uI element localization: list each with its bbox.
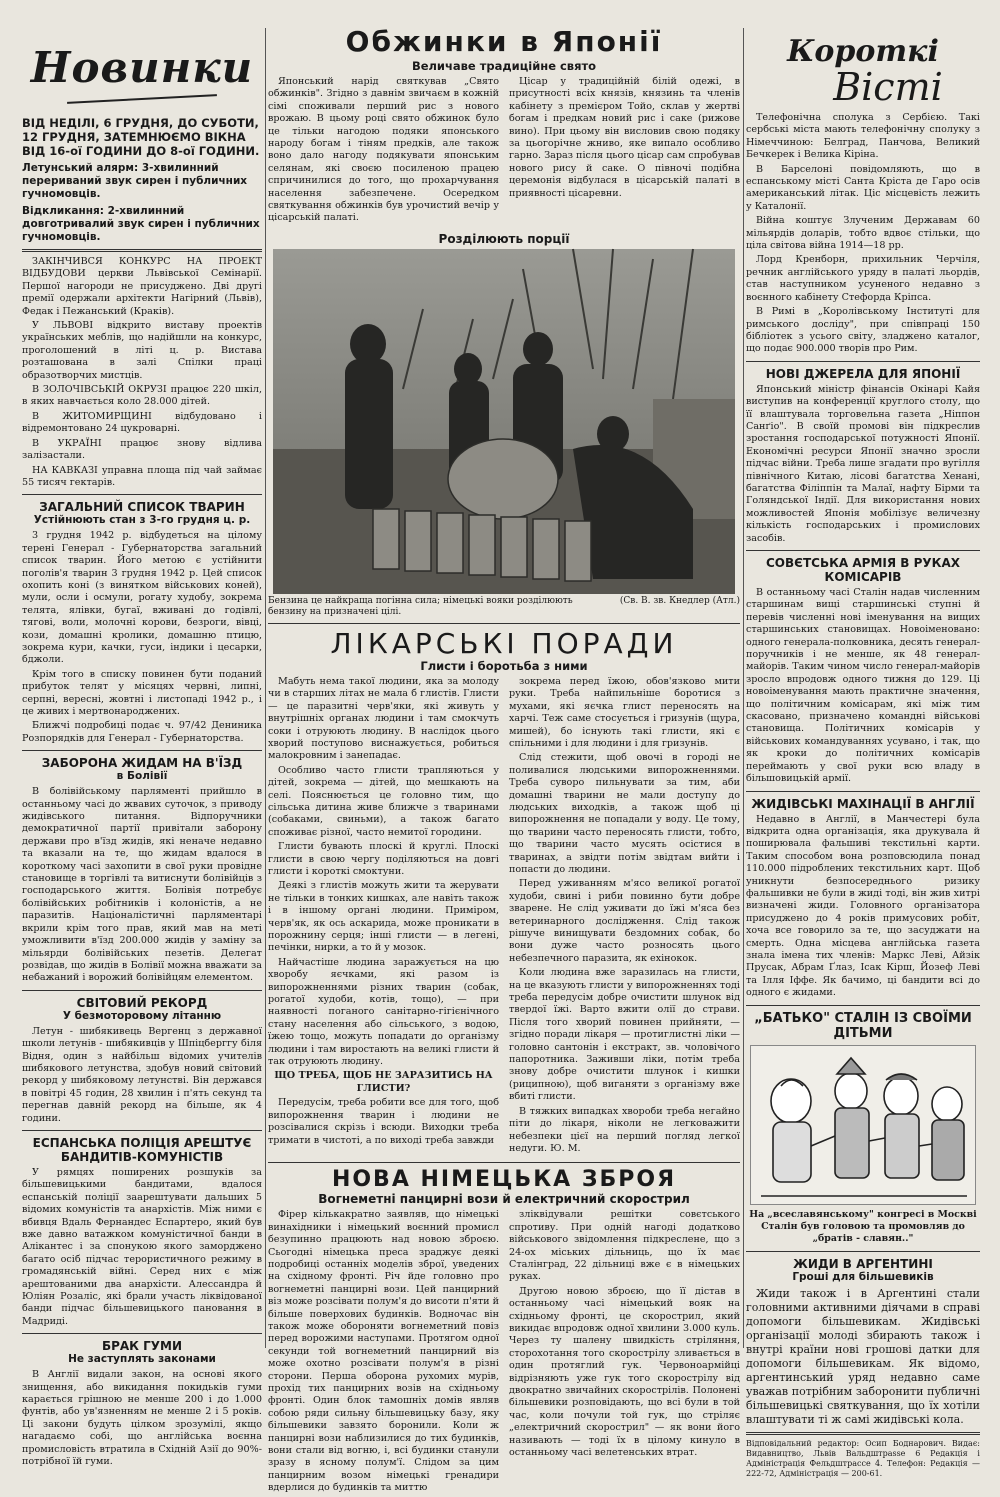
photo-caption (268, 596, 740, 618)
article-headline: ЖИДІВСЬКІ МАХІНАЦІЇ В АНГЛІЇ (751, 796, 975, 811)
section-rule (746, 791, 980, 792)
news-item: В УКРАЇНІ працює знову відлива залізастали. (22, 437, 262, 462)
masthead-swash (67, 94, 217, 104)
masthead-line-2: Вісті (833, 65, 943, 109)
news-item: НА КАВКАЗІ управна площа під чай займає 55 тисяч гектарів. (22, 464, 262, 488)
article-paragraph: зокрема перед їжою, обов'язково мити руки. Треба найпильніше боротися з мухами, які яєчка глист переносять на харчі. Теж саме стосується і гризунів (щура, мишей), бо існують такі глисти, які є спільними і для людини і для гризунів. (509, 675, 740, 749)
masthead-korotki-visti (746, 20, 980, 112)
feature-title: Обжинки в Японії (345, 25, 663, 58)
article-paragraph: Фірер кількакратно заявляв, що німецькі винахідники і німецький воєнний промисл безупинно працюють над новою зброєю. Сьогодні німецька преса зраджує деякі подробиці останніх моделів зброї, уведених на східному фронті. Річ йде головно про вогнеметні панцирні вози. Цей панцирний віз може розсівати полум'я до висоти п'яти й більше поверхових будинків. Водночас він також може обороняти вогнеметний повіз перед ворожими наступами. Протягом одної секунди той вогнеметний панцирний віз може охотно розсівати полум'я в різні сторони. Перша оборона рухомих мурів, прохід тих панцирних возів на східньому фронті. Один блок тамошніх домів являв собою ряди сильну більшевицьку базу, яку більшевики завзято боронили. Коли ж панцирні вози наблизилися до тих будинків, вони стали від вогню, і, всі будинки станули зразу в ясному полум'ї. Слідом за цим панцирним возом німецькі гренадири вдерлися до будинків та миттю (268, 1209, 499, 1494)
announce-line: ВІД НЕДІЛІ, 6 ГРУДНЯ, ДО СУБОТИ, 12 ГРУДНЯ, ЗАТЕМНЮЄМО ВІКНА ВІД 16-ої ГОДИНИ ДО 8-ої ГОДИНИ. (22, 116, 260, 158)
announce-line: Відкликання: 2-хвилинний довготривалий звук сирен і публичних гучномовців. (22, 205, 260, 243)
medical-body (268, 676, 740, 1157)
article-headline: ЕСПАНСЬКА ПОЛІЦІЯ АРЕШТУЄ БАНДИТІВ-КОМУНІСТІВ (32, 1135, 252, 1164)
masthead-text: Новинки (30, 43, 254, 92)
section-rule (746, 1005, 980, 1006)
article-paragraph: 3 грудня 1942 р. відбудеться на цілому терені Генерал - Губернаторства загальний список тварин. Його метою є устійнити поголів'я тварин 3 грудня 1942 р. Цей список охопить коні (з винятком військових коней), мули, осли і осмули, рогату худобу, зокрема телята, ялівки, бугаї, вживані до годівлі, тягові, воли, молочні корови, безроги, вівці, кози, домашні кролики, домашню птицю, зокрема кури, качки, гуси, індики і цесарки, бджоли. (22, 530, 262, 666)
section-rule (746, 550, 980, 551)
article-paragraph: Мабуть нема такої людини, яка за молоду чи в старших літах не мала б глистів. Глисти — це паразитні черв'яки, які живуть у внутрішніх органах людини і там смокчуть соки і отруюють людину. В наслідок цього хворий поступово виснажується, робиться малокровним і занепадає. (268, 675, 499, 762)
article-subhead: в Болівії (116, 770, 168, 783)
article-paragraph: Другою новою зброєю, що її дістав в останньому часі німецький вояк на східньому фронті, це скорострил, який викидає впродовж одної хвилини 3.000 куль. Через ту шалену швидкість стріляння, сторохотання того скорострілу зливається в один протяглий гук. Червоноармійці відрізняють уже гук того скорострілу від двократно звичайних скорострілів. Полонені більшевики розповідають, що всі були в той час, коли почули той гук, що стріляє „електричний скорострил" — як вони його називають — тоді їх в цілому кинуло в останньому часі велетенських втрат. (509, 1285, 740, 1459)
news-item: Телефонічна сполука з Сербією. Такі сербські міста мають телефонічну сполуку з Німеччиною: Белград, Панчова, Великий Бечкерек і Велика Кіріна. (746, 112, 980, 161)
cartoon-caption: На „всеславянському" конгресі в Москві Сталін був головою та промовляв до „братів - славян.." (749, 1208, 977, 1245)
short-news-list (746, 112, 980, 356)
article-cartoon (746, 1011, 980, 1246)
publisher-footer: Відповідальний редактор: Осип Боднарович. Видає: Видавництво, Львів Вальдштраssе 6 Редакція і Адміністрація Фельдштрассе 4. Телефон: Редакція — 222-72, Адміністрація — 200-61. (746, 1438, 980, 1478)
article-paragraph: Слід стежити, щоб овочі в городі не поливалися людськими випорожненнями. Треба суворо пильнувати за тим, аби домашні тварини не мали доступу до людських виходків, а також щоб ці випорожнення не попадали у воду. Це тому, що тварини часто переносять глисти, тобто, що тварини часто мусять осістися в тваринах, а звідти потім звідтам вийти і попасти до людини. (509, 752, 740, 875)
article-record (22, 996, 262, 1125)
caption-text: Бензина це найкраща погінна сила; німецькі вояки розділюють бензину на призначені цілі. (268, 595, 573, 617)
news-list (22, 256, 262, 489)
soldiers-photo-image (273, 249, 735, 594)
article-census (22, 500, 262, 745)
article-subhead: Гроші для більшевиків (792, 1270, 934, 1283)
masthead-line-1: Короткі (787, 34, 939, 69)
news-item: В Римі в „Королівському Інституті для римського досліду", при співпраці 150 бібліотек з усього світу, зладжено каталог, що подає 900.000 творів про Рим. (746, 306, 980, 355)
left-column (22, 20, 262, 1468)
article-paragraph: Перед уживанням м'ясо великої рогатої худоби, свині і риби повинно бути добре зварене. Не слід уживати до їжі м'яса без ветеринарного дослідження. Слід також рішуче винищувати бездомних собак, бо вони дуже часто розносять цього небезпечного паразита, як ехінокок. (509, 878, 740, 964)
middle-column (268, 20, 740, 1494)
article-england (746, 797, 980, 1000)
caption-credit: (Св. В. зв. Кнедлер (Атл.) (619, 595, 740, 606)
column-divider (743, 28, 744, 1348)
article-headline: ЗАГАЛЬНИЙ СПИСОК ТВАРИН (39, 500, 245, 515)
article-subhead: Устійнюють стан з 3-го грудня ц. р. (33, 514, 251, 527)
article-paragraph: Летун - шибякивець Вергенц з державної школи летунів - шибякивців у Шпіцберггу біля Відня, один з найбільш відомих учителів шибякового летунства, здобув новий світовий рекорд у шибяковому летунстві. Він держався в повітрі 45 годин, 28 хвилин і п'ять секунд та перегнав давній рекорд на більше, як 4 години. (22, 1025, 262, 1124)
masthead-novynky (22, 20, 262, 116)
article-paragraph: Цісар у традиційній білій одежі, в присутності всіх князів, князинь та членів кабінету з премієром Тойо, склав у жертві богам і предкам новий рис і саке (рижове вино). При цьому він висловив свою подяку за цьогорічне жниво, яке випало особливо гарно. Зараз після цього цісар сам спробував нового рису й саке. О півночі подібна церемонія відбулася в цісарській палаті в приявності цісаревни. (509, 76, 740, 199)
section-rule (268, 1162, 740, 1163)
article-paragraph: Крім того в списку повинен бути поданий прибуток телят у місяцях червні, липні, серпні, вересні, жовтні і листопаді 1942 р., і це живих і мертвонароджених. (22, 668, 262, 717)
news-item: ЗАКІНЧИВСЯ КОНКУРС НА ПРОЕКТ ВІДБУДОВИ церкви Львівської Семінарії. Першої нагороди не присуджено. Дві другі премії одержали архітекти Нагірний (Львів), Федак і Пежанський (Краків). (22, 256, 262, 317)
article-headline: НОВІ ДЖЕРЕЛА ДЛЯ ЯПОНІЇ (765, 366, 961, 381)
article-subhead: У безмоторовому літанню (62, 1009, 222, 1022)
article-paragraph: Деякі з глистів можуть жити та жерувати не тільки в тонких кишках, але навіть також і в іншому органі людини. Приміром, черв'як, як ось аскарида, може проникати в порожнину серця; інші глисти — в легені, печінки, нирки, а то й у мозок. (268, 880, 499, 954)
section-rule (22, 249, 262, 252)
article-subheading: ЩО ТРЕБА, ЩОБ НЕ ЗАРАЗИТИСЬ НА ГЛИСТИ? (274, 1070, 493, 1094)
feature-body (268, 76, 740, 227)
stalin-cartoon (750, 1045, 976, 1205)
article-argentina (746, 1257, 980, 1427)
article-ban (22, 756, 262, 985)
article-paragraph: Найчастіше людина заражується на цю хворобу яєчками, які разом із випорожненнями різних тварин (собак, рогатої худоби, котів, тощо), — при наявності поганого санітарно-гігієнічного стану населення або сільського, з водою, їжею тощо, можуть попадати до організму людини і там виростають на великі глисти й так отруюють людину. (268, 956, 499, 1068)
article-paragraph: В Англії видали закон, на основі якого знищення, або викидання покидьків гуми карається грішною не менше 200 і до 1.000 фунтів, або ув'язненням не менше 2 і 5 років. Ці закони будуть цілком зрозумілі, якщо нагадаємо собі, що англійська воєнна промисловість втратила в Східній Азії до 90%-потрібної їй гуми. (22, 1369, 262, 1468)
right-column (746, 20, 981, 1478)
news-item: Війна коштує Злученим Державам 60 мільярдів доларів, тобто вдвоє стільки, що ціла світова війна 1914—18 рр. (746, 215, 980, 252)
section-rule (22, 750, 262, 751)
article-headline: СВІТОВИЙ РЕКОРД (76, 995, 208, 1010)
article-subhead: Не заступлять законами (68, 1353, 216, 1366)
section-rule (746, 1251, 980, 1252)
section-rule (22, 494, 262, 495)
article-paragraph: Глисти бувають плоскі й круглі. Плоскі глисти в свою чергу поділяються на довгі глисти і короткі смоктуни. (268, 841, 499, 877)
article-japan (746, 367, 980, 545)
blackout-announcement (22, 116, 262, 244)
section-rule (746, 1432, 980, 1435)
article-headline: БРАК ГУМИ (101, 1339, 183, 1354)
section-rule (268, 623, 740, 624)
news-photo (273, 249, 735, 594)
feature-subtitle: Величаве традиційне свято (411, 59, 597, 73)
section-rule (22, 1333, 262, 1334)
news-item: Лорд Кренборн, прихильник Черчіля, речник англійського уряду в палаті льордів, став наступником усуненого недавно з воєнного кабінету Стефорда Кріпса. (746, 254, 980, 303)
weapon-subtitle: Вогнеметні панцирні вози й електричний скорострил (318, 1192, 690, 1207)
article-paragraph: Японський міністр фінансів Окінарі Кайя виступив на конференції круглого столу, що її влаштувала торговельна газета „Ніппон Санґіо". В своїй промові він підкреслив зростання господарської потужності Японії. Економічні ресурси Японії значно зросли підчас війни. Треба лише згадати про вугілля північного Китаю, лісові багатства Хенані, багатства Філіппін та Малаї, нафту Бірми та Голяндської Індії. Для використання нових можливостей Японія мобілізує величезну кількість господарських і промислових засобів. (746, 383, 980, 544)
article-paragraph: Передусім, треба робити все для того, щоб випорожнення тварин і людини не розсівалися скрізь і всюди. Виходки треба тримати в чистоті, а по виході треба завжди (268, 1097, 499, 1146)
article-paragraph: Недавно в Англії, в Манчестері була відкрита одна організація, яка друкувала й поширювала фальшиві текстильні карти. Таким способом вона розповсюдила понад 110.000 підроблених текстильних карт. Щоб уникнути безпосереднього ризику фальшивки не були в жиді тоді, він жив хитрі визначені жиди. Головного організатора присуджено до 4 років примусових робіт, хоча все говорило за те, що засуджати на смерть. Одна місцева англійська газета знала імена тих членів: Маркс Леві, Айзік Прусак, Абрам Ґлаз, Ісак Кірш, Йозеф Леві та Ілля Іффе. Як бачимо, ці бандити всі до одного є жидами. (746, 813, 980, 999)
article-paragraph: зліквідували решітки совєтського спротиву. При одній нагоді додатково військового звідомлення підкреслене, що з 24-ох міських дільниць, що їх має Сталінград, 22 дільниці вже є в німецьких руках. (509, 1209, 740, 1283)
news-item: У ЛЬВОВІ відкрито виставу проектів українських меблів, що надійшли на конкурс, проголошений в літі ц. р. Вистава розташована в залі Спілки праці образотворчих мистців. (22, 320, 262, 381)
news-item: В ЗОЛОЧІВСЬКІЙ ОКРУЗІ працює 220 шкіл, в яких навчається коло 28.000 дітей. (22, 384, 262, 408)
section-rule (746, 361, 980, 362)
article-paragraph: У рямцях поширених розшуків за більшевицькими бандитами, вдалося еспанській поліції заарештувати дальших 5 відомих комуністів та анархістів. Між ними є вбивця Вдаль Фернандес Еспартеро, який був вже давно ватажком комуністичної банди в Алікантес і за спонукою якого заморджено багато осіб підчас терористичного режиму в громадянській війні. Серед них є між арештованими два анархісти. Алессандра й Юліян Розаліс, які брали участь ліквідованої банди підчас більшевицького пановання в Мадриді. (22, 1166, 262, 1327)
weapon-body (268, 1209, 740, 1496)
article-paragraph: Японський нарід святкував „Свято обжинків". Згідно з давнім звичаєм в кожній сімі споживали перший рис з нового врожаю. В цьому році свято обжинок було це тільки нагодою подяки японського народу богам і тіням предків, але також воно дало нагоду подякувати японським селянам, які своєю посиленою працею спричинилися до того, що прохарчування населення забезпечене. Осередком святкування обжинків був урочистий вечір у цісарській палаті. (268, 76, 499, 224)
article-paragraph: В болівійському парляменті прийшло в останньому часі до жвавих суточок, з приводу жидівського питання. Відпоручники демократичної партії привітали заборону держави про в'їзд жидів, які неначе недавно та вказали на те, що жидам вдалося в короткому часі захопити в свої руки провідне становище в торгівлі та витиснути болівійців з господарського життя. Болівія потребує болівійських робітників і колоністів, а не паразитів. Націоналістичні парляментарі вкрили крім того прав, який мав на меті уможливити в'їзд 200.000 жидів у заміну за мільярди болівійських пезетів. Делегат розвідав, що жидів в Болівії можна вважати за небажаний і ворожий болівійцям елементом. (22, 786, 262, 984)
article-police (22, 1136, 262, 1328)
article-headline: „БАТЬКО" СТАЛІН ІЗ СВОЇМИ ДІТЬМИ (754, 1010, 972, 1041)
article-soviet-army (746, 556, 980, 786)
announce-line: Летунський алярм: 3-хвилинний переривaний звук сирен і публичних гучномовців. (22, 162, 248, 200)
column-divider (265, 28, 266, 1348)
article-paragraph: Ближчі подробиці подає ч. 97/42 Дениника Розпорядків для Генерал - Губернаторства. (22, 720, 262, 744)
article-paragraph: Коли людина вже заразилась на глисти, на це вказують глисти у випорожненнях тоді треба передусім добре очистити шлунок від твердої їжі. Варто вжити олії до страви. Після того хворий повинен прийняти, — згідно поради лікаря — протиглистні ліки — головно сантонін і екстракт, зв. чоловічого папоротника. Заживши ліки, потім треба знову добре очистити шлунок і кишки (риципною), щоб виганяти з організму вже вбиті глисти. (509, 967, 740, 1103)
article-paragraph: Особливо часто глисти трапляються у дітей, зокрема — дітей, що мешкають на селі. Пояснюється це головно тим, що сільська дитина живе ближче з тваринами (собаками, свиньми), а також багато споживає різної, часто немитої городини. (268, 764, 499, 838)
medical-title: ЛІКАРСЬКІ ПОРАДИ (330, 626, 678, 660)
article-rubber (22, 1339, 262, 1468)
article-headline: ЗАБОРОНА ЖИДАМ НА В'ЇЗД (41, 756, 243, 771)
article-paragraph: В останньому часі Сталін надав численним старшинам вищі старшинські ступні й перевів численні нові іменування на вищих старшинських становищах. Новоіменовано: одного генерала-полковника, десять генерал-поручників і не менше, як 48 генерал-майорів. Таким чином число генерал-майорів зросло впродовж одного тижня до 129. Ці новоіменування мають практичне значення, що політичним комісарам, які між тим скасовано, призначено командні військові становища. Політичних комісарів у військових командуваннях усувано, і так, що як кроки до політичних комісарів переймають у свої руки всю владу в більшовицькій армії. (746, 587, 981, 785)
article-paragraph: Жиди також і в Аргентині стали головними активними діячами в справі допомоги більшевикам. Жидівські організації молоді збирають також і внутрі країни нові грошові датки для допомоги більшевикам. Як відомо, аргентинський уряд недавно саме уважав потрібним заборонити публичні більшевицькі святкування, що їх хотіли влаштувати ті ж самі жидівські кола. (746, 1286, 980, 1426)
article-headline: ЖИДИ В АРГЕНТИНІ (793, 1256, 933, 1271)
news-item: В Барселоні повідомляють, що в еспанському місті Санта Кріста де Гаро осів американський літак. Ціс місцевість лежить у Каталонії. (746, 163, 980, 212)
cartoon-illustration (751, 1046, 977, 1206)
medical-subtitle: Глисти і боротьба з ними (420, 658, 588, 673)
article-paragraph: В тяжких випадках хвороби треба негайно піти до лікаря, ніколи не легковажити небезпеки цієї на перший погляд легкої недуги. Ю. М. (509, 1105, 740, 1154)
section-rule (22, 990, 262, 991)
section-rule (22, 1130, 262, 1131)
photo-title: Розділюють порції (438, 231, 570, 246)
news-item: В ЖИТОМИРЩИНІ відбудовано і відремонтовано 24 цукроварні. (22, 410, 262, 435)
article-headline: СОВЄТСЬКА АРМІЯ В РУКАХ КОМІСАРІВ (766, 556, 960, 584)
weapon-title: НОВА НІМЕЦЬКА ЗБРОЯ (331, 1167, 677, 1193)
